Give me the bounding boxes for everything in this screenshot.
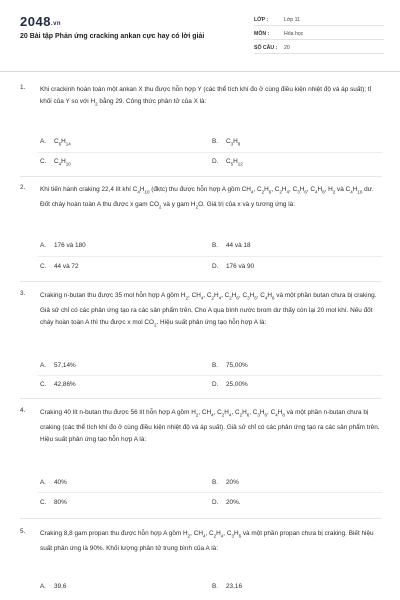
option-letter: D. xyxy=(212,499,219,506)
meta-key: MÔN : xyxy=(254,31,270,37)
option-d[interactable] xyxy=(212,158,243,166)
question-4 xyxy=(20,407,382,469)
option-a[interactable] xyxy=(40,242,86,249)
option-letter: C. xyxy=(40,499,47,506)
header-divider xyxy=(0,71,400,72)
meta-key: LỚP : xyxy=(254,17,269,23)
option-text: 39,6 xyxy=(54,583,67,590)
question-stem: Craking 8,8 gam propan thu được hỗn hợp A gồm $H_2$, $CH_4$, $C_2H_4$, $C_3H_6$ và một phần propan chưa bị craking. Biết hiệu suất phản ứng là 90%. Khối lượng phân tử trung bình của A là: xyxy=(40,530,374,552)
option-text: 25,00% xyxy=(226,381,248,388)
option-text: 44 và 72 xyxy=(54,263,79,270)
meta-key: SỐ CÂU : xyxy=(254,45,278,51)
question-3 xyxy=(20,290,382,352)
option-letter: C. xyxy=(40,263,47,270)
option-divider xyxy=(38,256,382,257)
meta-row-count xyxy=(254,42,384,54)
option-letter: D. xyxy=(212,381,219,388)
option-letter: B. xyxy=(212,138,219,145)
meta-divider xyxy=(254,53,384,54)
option-text: $C_3H_8$ xyxy=(226,138,241,147)
option-a[interactable] xyxy=(40,583,66,590)
option-b[interactable] xyxy=(212,583,242,590)
option-b[interactable] xyxy=(212,242,251,249)
meta-value: 20 xyxy=(284,45,290,51)
option-text: 20%. xyxy=(226,499,241,506)
option-b[interactable] xyxy=(212,479,239,486)
option-a[interactable] xyxy=(40,362,76,369)
question-1 xyxy=(20,84,382,179)
meta-value: Hóa học xyxy=(284,31,304,37)
question-5 xyxy=(20,528,382,578)
question-number: 1. xyxy=(20,84,26,91)
option-text: 80% xyxy=(54,499,67,506)
option-c[interactable] xyxy=(40,499,67,506)
site-logo[interactable] xyxy=(20,14,61,29)
option-text: $C_6H_{14}$ xyxy=(54,138,71,147)
option-c[interactable] xyxy=(40,263,79,270)
option-a[interactable] xyxy=(40,138,71,146)
option-letter: B. xyxy=(212,479,219,486)
question-number: 5. xyxy=(20,528,26,535)
option-letter: D. xyxy=(212,263,219,270)
option-letter: A. xyxy=(40,479,47,486)
option-text: 44 và 18 xyxy=(226,242,251,249)
option-text: $C_5H_{12}$ xyxy=(226,158,243,167)
option-text: 176 và 90 xyxy=(226,263,255,270)
option-d[interactable] xyxy=(212,263,254,270)
option-letter: B. xyxy=(212,242,219,249)
option-d[interactable] xyxy=(212,499,241,506)
option-letter: B. xyxy=(212,583,219,590)
question-divider xyxy=(20,176,382,177)
logo-suffix: .vn xyxy=(50,21,62,27)
option-text: 176 và 180 xyxy=(54,242,86,249)
document-title: 20 Bài tập Phản ứng cracking ankan cực hay có lời giải xyxy=(20,33,205,40)
option-d[interactable] xyxy=(212,381,248,388)
option-b[interactable] xyxy=(212,362,248,369)
question-stem: Khi crackinh hoàn toàn một ankan X thu được hỗn hợp Y (các thể tích khí đo ở cùng điều kiện nhiệt độ và áp suất); tỉ khối của Y so với $H_2$ bằng 29. Công thức phân tử của X là: xyxy=(40,86,372,107)
question-number: 3. xyxy=(20,290,26,297)
question-number: 4. xyxy=(20,407,26,414)
option-text: 75,00% xyxy=(226,362,248,369)
option-text: 42,86% xyxy=(54,381,76,388)
question-divider xyxy=(20,281,382,282)
question-2 xyxy=(20,184,382,234)
option-c[interactable] xyxy=(40,158,71,166)
option-letter: A. xyxy=(40,138,47,145)
option-letter: A. xyxy=(40,362,47,369)
option-letter: C. xyxy=(40,158,47,165)
option-text: $C_4H_{10}$ xyxy=(54,158,71,167)
option-divider xyxy=(38,375,382,376)
option-b[interactable] xyxy=(212,138,240,146)
meta-row-grade xyxy=(254,14,384,26)
document-header xyxy=(0,0,400,72)
meta-value: Lớp 11 xyxy=(284,17,300,23)
meta-divider xyxy=(254,39,384,40)
option-text: 23,16 xyxy=(226,583,242,590)
option-divider xyxy=(38,492,382,493)
option-a[interactable] xyxy=(40,479,67,486)
meta-row-subject xyxy=(254,28,384,40)
option-letter: C. xyxy=(40,381,47,388)
option-letter: A. xyxy=(40,242,47,249)
question-number: 2. xyxy=(20,184,26,191)
option-text: 57,14% xyxy=(54,362,76,369)
meta-divider xyxy=(254,25,384,26)
logo-text: 2048 xyxy=(20,14,51,29)
question-divider xyxy=(20,398,382,399)
option-text: 20% xyxy=(226,479,239,486)
option-letter: B. xyxy=(212,362,219,369)
option-divider xyxy=(38,152,382,153)
option-letter: D. xyxy=(212,158,219,165)
option-text: 40% xyxy=(54,479,67,486)
question-divider xyxy=(20,518,382,519)
question-stem: Craking 40 lít n-butan thu được 56 lít hỗn hợp A gồm $H_2$, $CH_4$, $C_2H_4$, $C_2H_6$, $C_3H_6$, $C_4H_8$ và một phần n-butan chưa bị craking (các thể tích khí đo ở cùng điều kiện nhiệt độ và áp suất). Giả sử chỉ có các phản ứng tạo ra các sản phẩm trên. Hiệu suất phản ứng tạo hỗn hợp A là: xyxy=(40,409,380,443)
question-stem: Craking n-butan thu được 35 mol hỗn hợp A gồm $H_2$, $CH_4$, $C_2H_4$, $C_2H_6$, $C_3H_6$, $C_4H_8$ và một phần butan chưa bị craking. Giả sử chỉ có các phản ứng tạo ra các sản phẩm trên. Cho A qua bình nước brom dư thấy còn lại 20 mol khí. Nếu đốt cháy hoàn toàn A thì thu được x mol $CO_2$. Hiệu suất phản ứng tạo hỗn hợp A là: xyxy=(40,292,377,328)
question-stem: Khi tiến hành craking 22,4 lít khí $C_4H_{10}$ (đktc) thu được hỗn hợp A gồm $CH_4$, $C_2H_6$, $C_2H_4$, $C_3H_6$, $C_4H_8$, $H_2$ và $C_4H_{10}$ dư. Đốt cháy hoàn toàn A thu được x gam $CO_2$ và y gam $H_2O$. Giá trị của x và y tương ứng là: xyxy=(40,186,374,209)
option-c[interactable] xyxy=(40,381,76,388)
option-letter: A. xyxy=(40,583,47,590)
